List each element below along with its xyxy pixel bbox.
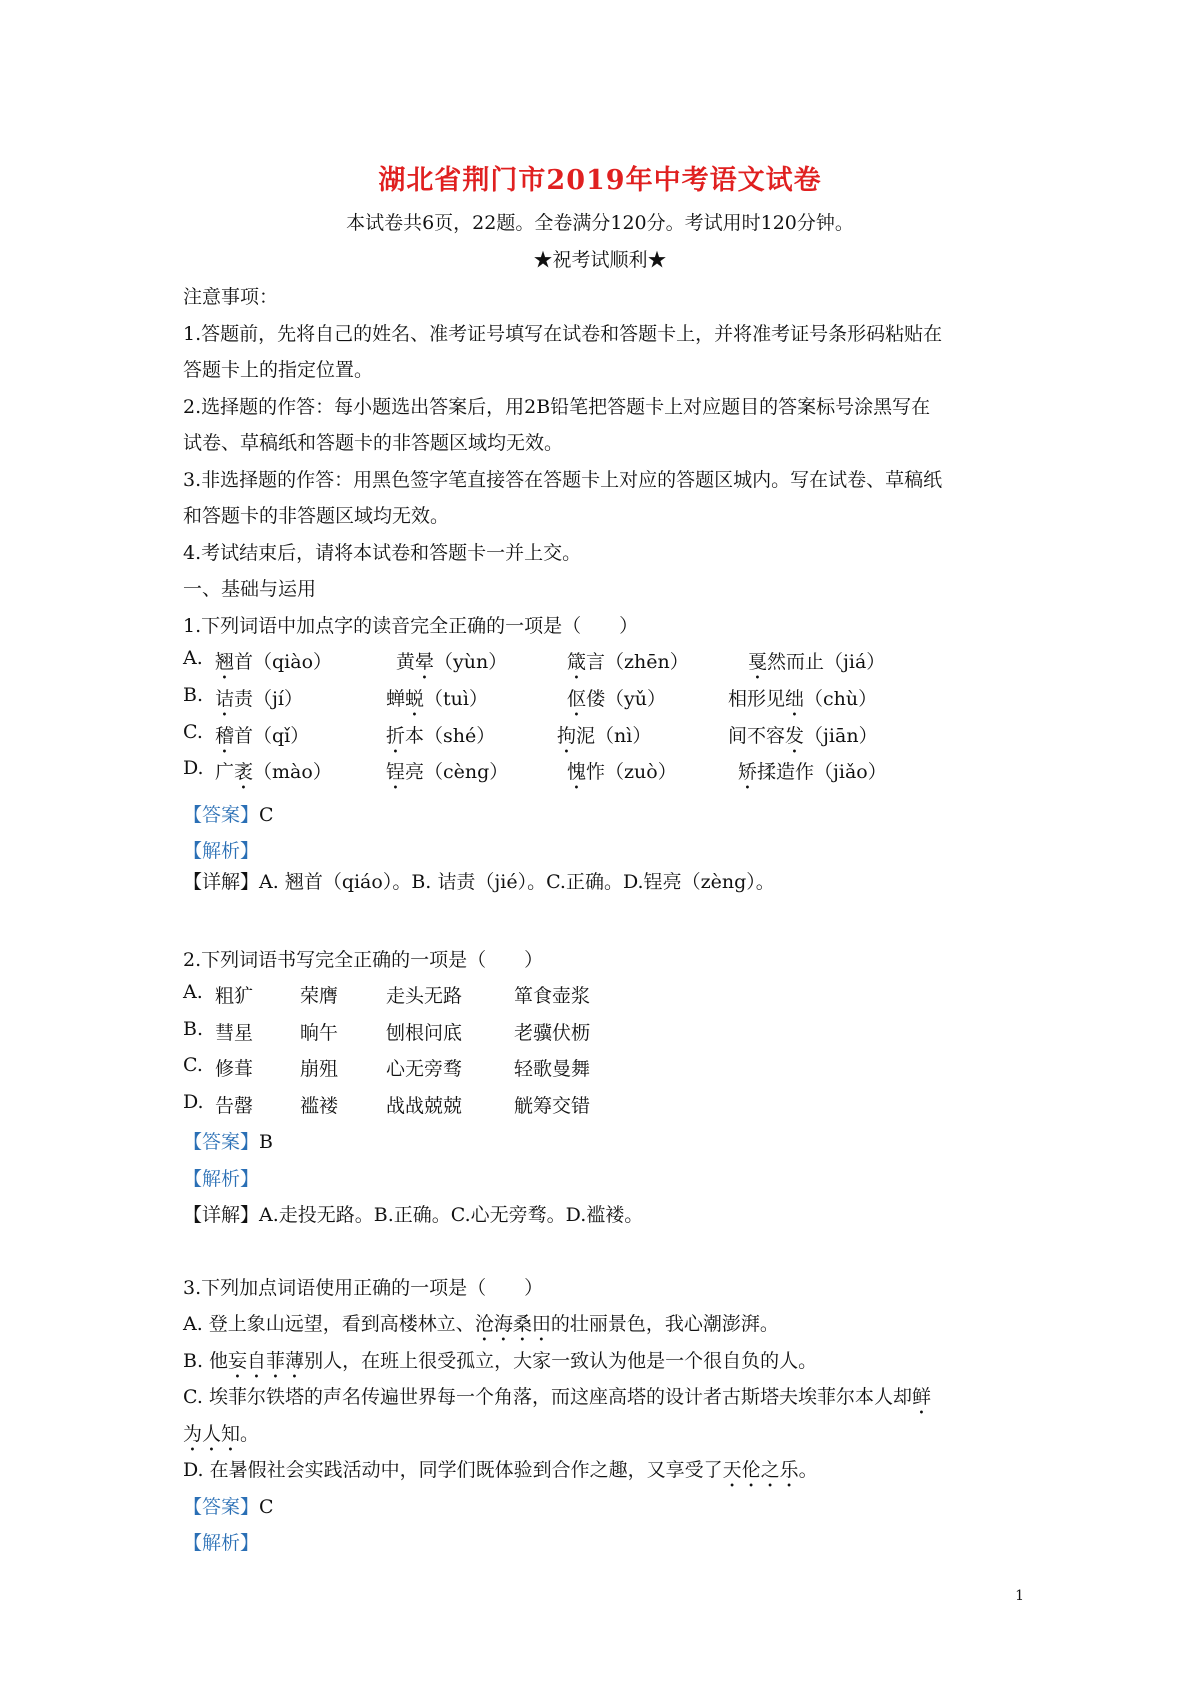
q1-detail: 【详解】A. 翘首（qiáo）。B. 诘责（jié）。C.正确。D.锃亮（zèng）。: [183, 871, 775, 893]
word: 愧怍（zuò）: [567, 761, 677, 783]
q2-stem: 2.下列词语书写完全正确的一项是（ ）: [183, 949, 544, 971]
word: 彗星: [215, 1022, 254, 1044]
word: 戛然而止（jiá）: [748, 651, 886, 673]
word: 荣膺: [300, 985, 339, 1007]
option-label: B.: [183, 1018, 204, 1040]
page-number: 1: [1015, 1588, 1024, 1604]
word: 锃亮（cèng）: [386, 761, 509, 783]
q2-answer: 【答案】B: [183, 1131, 273, 1153]
notice-3a: 3.非选择题的作答：用黑色签字笔直接答在答题卡上对应的答题区城内。写在试卷、草稿纸: [183, 469, 943, 491]
word: 稽首（qǐ）: [215, 725, 310, 747]
word: 崩殂: [300, 1058, 339, 1080]
word: 褴褛: [300, 1095, 339, 1117]
word: 间不容发（jiān）: [728, 725, 878, 747]
word: 心无旁骛: [386, 1058, 463, 1080]
word: 伛偻（yǔ）: [567, 688, 666, 710]
word: 轻歌曼舞: [514, 1058, 591, 1080]
q1-stem: 1.下列词语中加点字的读音完全正确的一项是（ ）: [183, 615, 639, 637]
word: 相形见绌（chù）: [728, 688, 878, 710]
notice-3b: 和答题卡的非答题区域均无效。: [183, 505, 450, 527]
word: 告罄: [215, 1095, 254, 1117]
word: 修葺: [215, 1058, 254, 1080]
q3-option-d: D. 在暑假社会实践活动中，同学们既体验到合作之趣，又享受了天伦之乐。: [183, 1459, 818, 1481]
word: 黄晕（yùn）: [396, 651, 508, 673]
q3-answer: 【答案】C: [183, 1496, 274, 1518]
word: 矫揉造作（jiǎo）: [738, 761, 887, 783]
q3-option-a: A. 登上象山远望，看到高楼林立、沧海桑田的壮丽景色，我心潮澎湃。: [183, 1313, 779, 1335]
q1-answer: 【答案】C: [183, 804, 274, 826]
notice-heading: 注意事项：: [183, 286, 279, 308]
q3-option-c: C. 埃菲尔铁塔的声名传遍世界每一个角落，而这座高塔的设计者古斯塔夫埃菲尔本人却鲜: [183, 1386, 931, 1408]
notice-2b: 试卷、草稿纸和答题卡的非答题区域均无效。: [183, 432, 564, 454]
q2-detail: 【详解】A.走投无路。B.正确。C.心无旁骛。D.褴褛。: [183, 1204, 644, 1226]
word: 箴言（zhēn）: [567, 651, 689, 673]
word: 蝉蜕（tuì）: [386, 688, 488, 710]
exam-info: 本试卷共6页，22题。全卷满分120分。考试用时120分钟。: [346, 212, 854, 234]
option-label: D.: [183, 757, 204, 779]
word: 觥筹交错: [514, 1095, 591, 1117]
word: 箪食壶浆: [514, 985, 591, 1007]
notice-1b: 答题卡上的指定位置。: [183, 359, 374, 381]
q3-option-b: B. 他妄自菲薄别人，在班上很受孤立，大家一致认为他是一个很自负的人。: [183, 1350, 818, 1372]
word: 折本（shé）: [386, 725, 496, 747]
good-luck-line: ★祝考试顺利★: [533, 249, 667, 271]
option-label: C.: [183, 1054, 203, 1076]
option-label: D.: [183, 1091, 204, 1113]
word: 走头无路: [386, 985, 463, 1007]
q2-analysis: 【解析】: [183, 1168, 260, 1190]
word: 战战兢兢: [386, 1095, 463, 1117]
word: 广袤（mào）: [215, 761, 332, 783]
word: 晌午: [300, 1022, 339, 1044]
word: 刨根问底: [386, 1022, 463, 1044]
option-label: A.: [183, 647, 203, 669]
notice-1a: 1.答题前，先将自己的姓名、准考证号填写在试卷和答题卡上，并将准考证号条形码粘贴在: [183, 323, 943, 345]
notice-2a: 2.选择题的作答：每小题选出答案后，用2B铅笔把答题卡上对应题目的答案标号涂黑写在: [183, 396, 931, 418]
word: 粗犷: [215, 985, 254, 1007]
section-heading: 一、基础与运用: [183, 578, 317, 600]
option-label: A.: [183, 981, 203, 1003]
q3-analysis: 【解析】: [183, 1532, 260, 1554]
page-title: 湖北省荆门市2019年中考语文试卷: [378, 165, 822, 196]
option-label: B.: [183, 684, 204, 706]
q3-stem: 3.下列加点词语使用正确的一项是（ ）: [183, 1277, 544, 1299]
word: 老骥伏枥: [514, 1022, 591, 1044]
q1-analysis: 【解析】: [183, 840, 260, 862]
option-label: C.: [183, 721, 203, 743]
word: 翘首（qiào）: [215, 651, 333, 673]
q3-option-c-cont: 为人知。: [183, 1423, 260, 1445]
notice-4: 4.考试结束后，请将本试卷和答题卡一并上交。: [183, 542, 582, 564]
word: 诘责（jí）: [215, 688, 303, 710]
word: 拘泥（nì）: [557, 725, 652, 747]
